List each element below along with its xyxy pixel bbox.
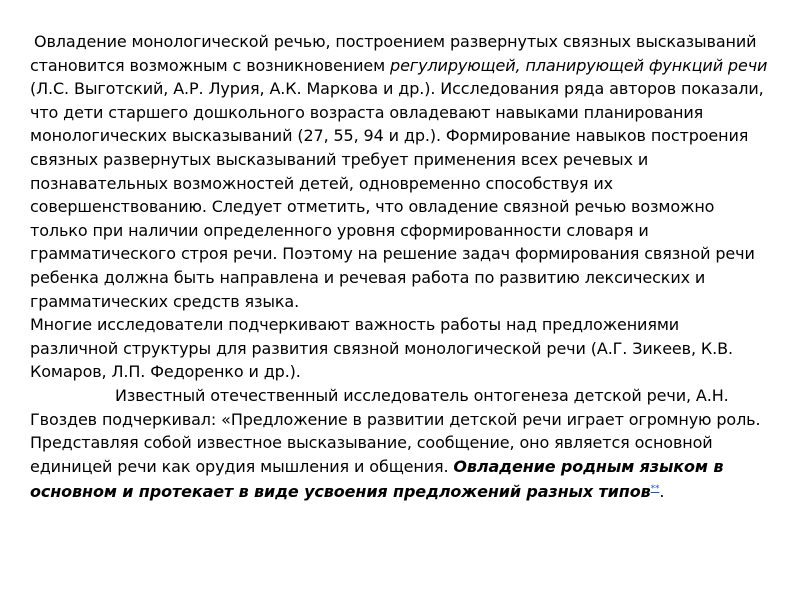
paragraph3-end: . [659,482,665,502]
paragraph-gvozdev-quote [30,384,770,504]
paragraph1-italic-terms: регулирующей, планирующей функций речи [390,55,768,75]
paragraph3-text: Известный отечественный исследователь онтогенеза детской речи, А.Н. Гвоздев подчеркивал: «Предложение в развитии детской речи играет огромную роль. Представляя собой известное высказывание, сообщение, оно является основной единицей речи как орудия мышления и общения. [30,385,761,476]
paragraph1-rest: (Л.С. Выготский, А.Р. Лурия, А.К. Маркова и др.). Исследования ряда авторов показали, что дети старшего дошкольного возраста овладевают навыками планирования монологических высказываний (27, 55, 94 и др.). Формирование навыков построения связных развернутых высказываний требует применения всех речевых и познавательных возможностей детей, одновременно способствуя их совершенствованию. Следует отметить, что овладение связной речью возможно только при наличии определенного уровня сформированности словаря и грамматического строя речи. Поэтому на решение задач формирования связной речи ребенка должна быть направлена и речевая работа по развитию лексических и грамматических средств языка. [30,79,764,311]
paragraph-monologic-speech [30,30,770,313]
paragraph2-text: Многие исследователи подчеркивают важность работы над предложениями различной структуры для развития связной монологической речи (А.Г. Зикеев, К.В. Комаров, Л.П. Федоренко и др.). [30,315,733,382]
paragraph-sentence-structure [30,313,770,384]
paragraph3-bold-italic: Овладение родным языком в основном и протекает в виде усвоения предложений разных типов [30,456,724,502]
slide-text-body [30,30,770,504]
footnote-link[interactable]: ** [650,484,660,495]
paragraph1-intro: Овладение монологической речью, построением развернутых связных высказываний становится возможным с возникновением [30,32,757,75]
